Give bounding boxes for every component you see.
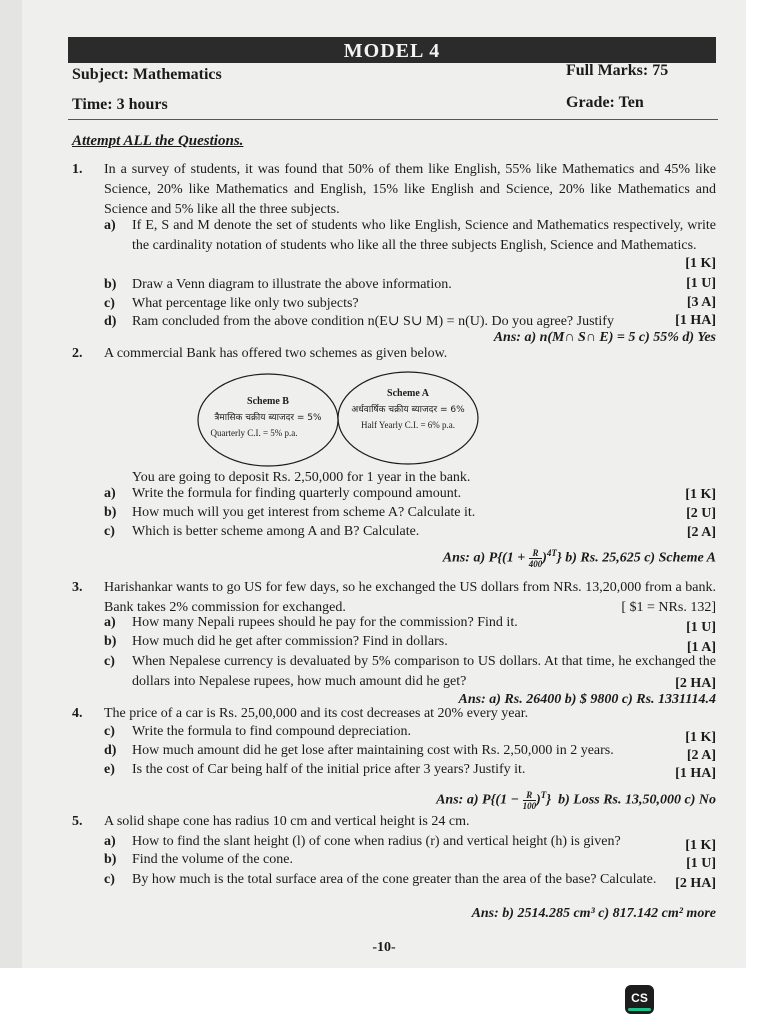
q1-d-text: Ram concluded from the above condition n(E∪ S∪ M) = n(U). Do you agree? Justify: [132, 314, 614, 329]
q5-a-text: How to find the slant height (l) of cone when radius (r) and vertical height (h) is given?: [132, 834, 621, 849]
scheme-a-rate: Half Yearly C.I. = 6% p.a.: [360, 420, 456, 430]
q1-b-mark: [1 U]: [686, 276, 716, 291]
q1-b-label: b): [104, 277, 117, 292]
q4-answer-rest: b) Loss Rs. 13,50,000 c) No: [558, 792, 716, 808]
scheme-a-ellipse: [338, 372, 478, 464]
q4-answer-prefix: Ans: a) P: [436, 792, 491, 808]
q1-c-mark: [3 A]: [686, 295, 716, 310]
q2-answer-fraction: $\frac{R}{400}$: [528, 548, 543, 569]
q3-c-label: c): [104, 654, 115, 669]
q4-c-label: c): [104, 724, 115, 739]
q3-c-mark: [2 HA]: [675, 676, 716, 691]
q3-a-text: How many Nepali rupees should he pay for the commission? Find it.: [132, 615, 518, 630]
q4-d-mark: [2 A]: [686, 748, 716, 763]
q4-c-text: Write the formula to find compound depreciation.: [132, 724, 411, 739]
question-4-text: The price of a car is Rs. 25,00,000 and its cost decreases at 20% every year.: [104, 706, 529, 721]
q4-c-mark: [1 K]: [685, 730, 716, 745]
q3-answer: Ans: a) Rs. 26400 b) $ 9800 c) Rs. 1331114.4: [458, 692, 716, 707]
q2-b-mark: [2 U]: [686, 506, 716, 521]
scheme-b-rate: Quarterly C.I. = 5% p.a.: [210, 428, 298, 438]
q5-c-mark: [2 HA]: [675, 876, 716, 891]
q1-c-label: c): [104, 296, 115, 311]
schemes-venn-diagram: [196, 370, 480, 470]
camscanner-logo-icon[interactable]: CS: [625, 985, 654, 1014]
page-shadow: [0, 0, 22, 968]
q2-b-text: How much will you get interest from scheme A? Calculate it.: [132, 505, 476, 520]
q2-c-mark: [2 A]: [686, 525, 716, 540]
q4-e-label: e): [104, 762, 115, 777]
q1-c-text: What percentage like only two subjects?: [132, 296, 359, 311]
q2-c-text: Which is better scheme among A and B? Calculate.: [132, 524, 420, 539]
q3-b-label: b): [104, 634, 117, 649]
q5-b-label: b): [104, 852, 117, 867]
q4-d-text: How much amount did he get lose after maintaining cost with Rs. 2,50,000 in 2 years.: [132, 743, 614, 758]
q4-e-mark: [1 HA]: [675, 766, 716, 781]
q5-a-mark: [1 K]: [685, 838, 716, 853]
q2-answer-prefix: Ans: a) P: [442, 550, 498, 566]
q3-c-text: When Nepalese currency is devaluated by 5% comparison to US dollars. At that time, he exchanged the dollars into Nepalese rupees, how much amount did he get?: [132, 654, 716, 689]
q5-b-text: Find the volume of the cone.: [132, 852, 293, 867]
q2-a-text: Write the formula for finding quarterly compound amount.: [132, 486, 462, 501]
q3-exchange-rate: [ $1 = NRs. 132]: [621, 600, 716, 615]
q3-b-mark: [1 A]: [686, 640, 716, 655]
question-3-text: Harishankar wants to go US for few days, so he exchanged the US dollars from NRs. 13,20,000 from a bank. Bank takes 2% commission for exchanged.: [104, 580, 716, 615]
q1-b-text: Draw a Venn diagram to illustrate the above information.: [132, 277, 452, 292]
page-number: -10-: [372, 940, 396, 955]
question-2-intro: You are going to deposit Rs. 2,50,000 for 1 year in the bank.: [132, 470, 471, 485]
instruction-heading: Attempt ALL the Questions.: [72, 133, 244, 149]
q2-a-label: a): [104, 486, 116, 501]
q2-c-label: c): [104, 524, 115, 539]
scheme-a-nepali: अर्धवार्षिक चक्रीय ब्याजदर = 6%: [351, 405, 465, 415]
question-4-number: 4.: [72, 706, 83, 721]
full-marks-label: Full Marks: 75: [566, 62, 669, 79]
q4-answer-fraction: $\frac{R}{100}$: [522, 790, 537, 811]
q4-e-text: Is the cost of Car being half of the initial price after 3 years? Justify it.: [132, 762, 526, 777]
q1-d-label: d): [104, 314, 117, 329]
question-2-text: A commercial Bank has offered two schemes as given below.: [104, 346, 448, 361]
q5-c-label: c): [104, 872, 115, 887]
q3-b-text: How much did he get after commission? Find in dollars.: [132, 634, 448, 649]
scheme-b-nepali: त्रैमासिक चक्रीय ब्याजदर = 5%: [214, 413, 322, 423]
q1-a-mark: [1 K]: [685, 256, 716, 271]
subject-label: Subject: Mathematics: [72, 66, 222, 83]
scheme-a-title: Scheme A: [387, 388, 429, 399]
q5-a-label: a): [104, 834, 116, 849]
question-2-number: 2.: [72, 346, 83, 361]
question-3-number: 3.: [72, 580, 83, 595]
q2-answer-rest: b) Rs. 25,625 c) Scheme A: [565, 550, 716, 566]
q5-b-mark: [1 U]: [686, 856, 716, 871]
model-title-banner: MODEL 4: [68, 37, 716, 63]
question-1-number: 1.: [72, 162, 83, 177]
time-label: Time: 3 hours: [72, 96, 168, 113]
q4-d-label: d): [104, 743, 117, 758]
grade-label: Grade: Ten: [566, 94, 644, 111]
header-divider: [68, 119, 718, 120]
q3-a-label: a): [104, 615, 116, 630]
question-5-number: 5.: [72, 814, 83, 829]
q2-a-mark: [1 K]: [685, 487, 716, 502]
q1-answer: Ans: a) n(M∩ S∩ E) = 5 c) 55% d) Yes: [493, 330, 716, 345]
scheme-b-title: Scheme B: [247, 396, 289, 407]
question-5-text: A solid shape cone has radius 10 cm and vertical height is 24 cm.: [104, 814, 470, 829]
q1-a-text: If E, S and M denote the set of students who like English, Science and Mathematics respectively, write the cardinality notation of students who like all the three subjects English, Science and Mathematics.: [132, 218, 716, 253]
q5-answer: Ans: b) 2514.285 cm³ c) 817.142 cm² more: [471, 906, 716, 921]
q3-a-mark: [1 U]: [686, 620, 716, 635]
q2-b-label: b): [104, 505, 117, 520]
q1-d-mark: [1 HA]: [675, 313, 716, 328]
q1-a-label: a): [104, 218, 116, 233]
q5-c-text: By how much is the total surface area of the cone greater than the area of the base? Calculate.: [132, 872, 657, 887]
question-1-text: In a survey of students, it was found that 50% of them like English, 55% like Mathematics and 45% like Science, 20% like Mathematics and English, 15% like English and Science, 20% like Mathematics and Science and 5% like all the three subjects.: [104, 162, 716, 217]
q4-answer: Ans: a) P{(1 − $\frac{R}{100}$ )$^T$} b) Loss Rs. 13,50,000 c) No: [436, 790, 716, 811]
q2-answer: Ans: a) P{(1 + $\frac{R}{400}$ )$^{4T}$} b) Rs. 25,625 c) Scheme A: [442, 548, 716, 569]
